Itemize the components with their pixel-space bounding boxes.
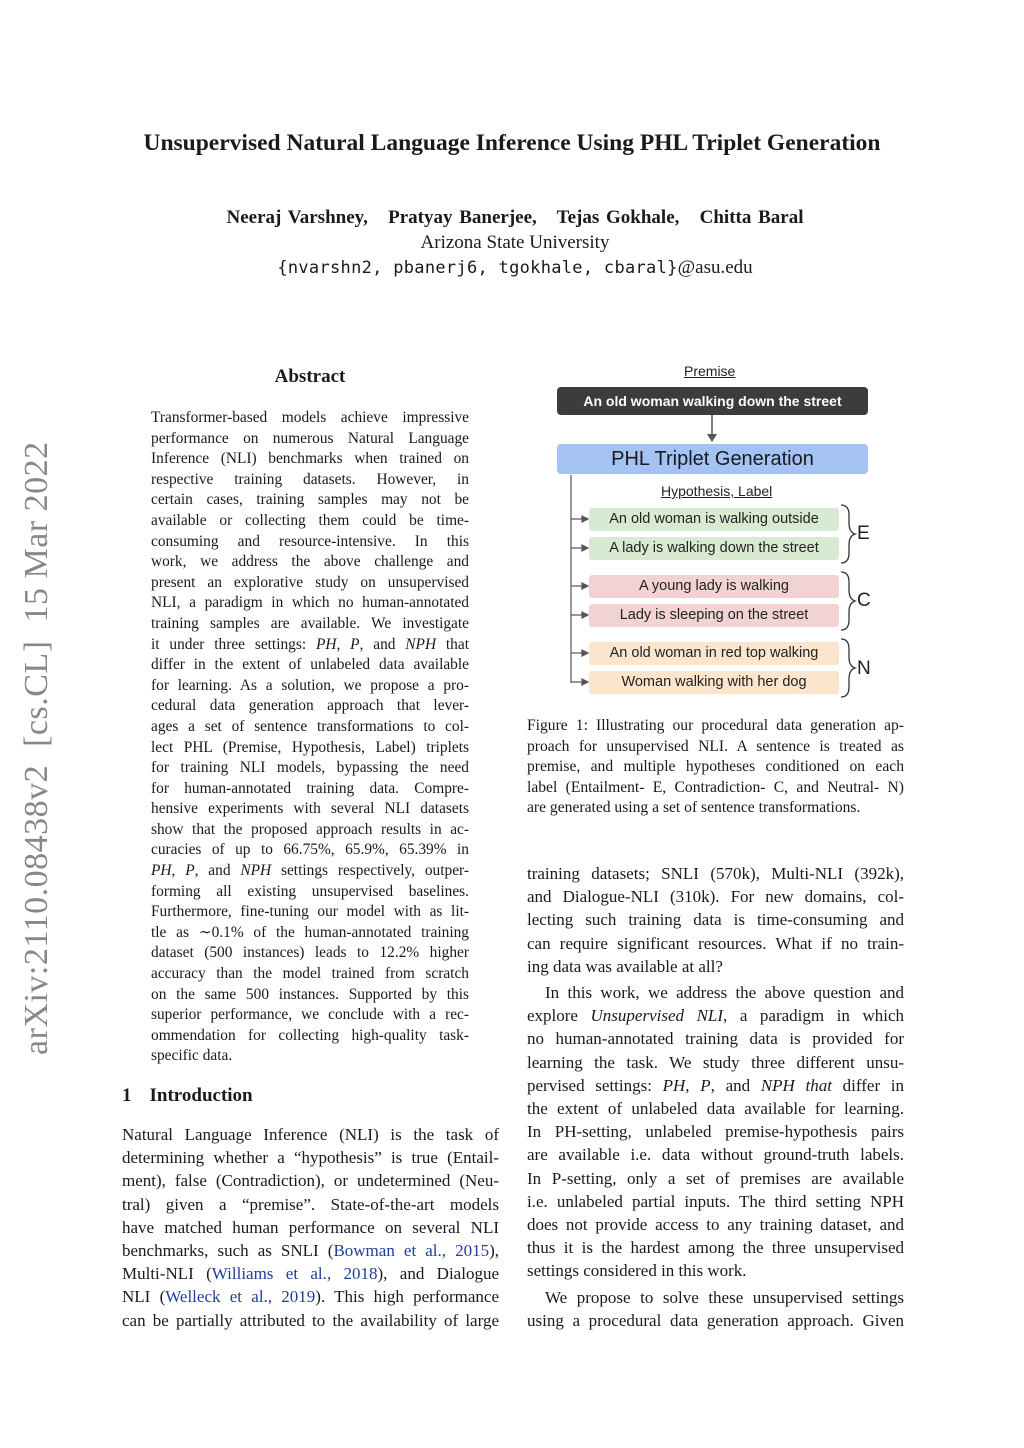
hypothesis-box-neutral: Woman walking with her dog	[589, 671, 839, 694]
abstract-line: dataset (500 instances) leads to 12.2% higher	[151, 944, 469, 962]
abstract-line: forming all existing unsupervised baselines.	[151, 882, 469, 900]
body-line: We propose to solve these unsupervised settings	[545, 1288, 904, 1307]
arxiv-identifier: arXiv:2110.08438v2 [cs.CL] 15 Mar 2022	[18, 441, 55, 1055]
hypothesis-label: Hypothesis, Label	[661, 483, 773, 499]
body-line: can require significant resources. What if no train-	[527, 933, 904, 953]
caption-line: label (Entailment- E, Contradiction- C, and Neutral- N)	[527, 778, 904, 796]
abstract-line: certain cases, training samples may not be	[151, 491, 469, 509]
abstract-line: work, we address the above challenge and	[151, 553, 469, 571]
abstract-line: NLI, a paradigm in which no human-annotated	[151, 594, 469, 612]
phl-generation-box: PHL Triplet Generation	[557, 444, 868, 474]
caption-line: Figure 1: Illustrating our procedural data generation ap-	[527, 717, 904, 734]
body-line: In P-setting, only a set of premises are available	[527, 1168, 904, 1188]
intro-line: NLI (Welleck et al., 2019). This high performance	[122, 1287, 499, 1307]
premise-label: Premise	[684, 363, 736, 379]
abstract-line: specific data.	[151, 1047, 233, 1065]
caption-line: are generated using a set of sentence transformations.	[527, 799, 861, 817]
abstract-line: accuracy than the model trained from scratch	[151, 965, 469, 983]
abstract-line: show that the proposed approach results in ac-	[151, 820, 469, 838]
abstract-line: consuming and resource-intensive. In this	[151, 532, 469, 550]
caption-line: proach for unsupervised NLI. A sentence is treated as	[527, 737, 904, 755]
hypothesis-box-entailment: An old woman is walking outside	[589, 508, 839, 531]
hypothesis-box-contradiction: Lady is sleeping on the street	[589, 604, 839, 627]
abstract-heading: Abstract	[274, 366, 346, 387]
intro-line: benchmarks, such as SNLI (Bowman et al., 2015),	[122, 1241, 499, 1261]
label-n: N	[857, 658, 871, 679]
section-number: 1	[122, 1085, 132, 1106]
label-c: C	[857, 590, 871, 611]
body-line: In PH-setting, unlabeled premise-hypothesis pairs	[527, 1122, 904, 1142]
abstract-line: on the same 500 instances. Supported by this	[151, 985, 469, 1003]
abstract-line: hensive experiments with several NLI datasets	[151, 800, 469, 818]
intro-line: Multi-NLI (Williams et al., 2018), and Dialogue	[122, 1264, 499, 1284]
body-paragraph-1	[527, 862, 904, 978]
body-line: explore Unsupervised NLI, a paradigm in which	[527, 1006, 904, 1026]
body-line: thus it is the hardest among the three unsupervised	[527, 1238, 904, 1258]
abstract-line: performance on numerous Natural Language	[151, 429, 469, 447]
intro-line: tral) given a “premise”. State-of-the-art models	[122, 1194, 499, 1214]
body-line: In this work, we address the above question and	[545, 983, 904, 1002]
abstract-line: curacies of up to 66.75%, 65.9%, 65.39% in	[151, 841, 469, 859]
abstract-line: superior performance, we conclude with a rec-	[151, 1006, 469, 1024]
paper-title: Unsupervised Natural Language Inference Using PHL Triplet Generation	[143, 130, 881, 156]
abstract-line: cedural data generation approach that lever-	[151, 697, 469, 715]
abstract-line: Furthermore, fine-tuning our model with as lit-	[151, 903, 469, 921]
abstract-line: ommendation for collecting high-quality task-	[151, 1026, 469, 1044]
body-line: no human-annotated training data is provided for	[527, 1029, 904, 1049]
abstract-line: lect PHL (Premise, Hypothesis, Label) triplets	[151, 738, 469, 756]
abstract-line: for human-annotated training data. Compre-	[151, 779, 469, 797]
affiliation: Arizona State University	[420, 232, 610, 253]
intro-line: have matched human performance on several NLI	[122, 1217, 499, 1237]
abstract-line: for training NLI models, bypassing the need	[151, 759, 469, 777]
body-paragraph-2	[527, 981, 904, 1283]
intro-line: determining whether a “hypothesis” is true (Entail-	[122, 1148, 499, 1168]
email-line	[0, 257, 1024, 279]
email-domain: @asu.edu	[677, 257, 753, 278]
body-line: are available i.e. data without ground-truth labels.	[527, 1145, 904, 1165]
hypothesis-box-neutral: An old woman in red top walking	[589, 642, 839, 665]
author-list: Neeraj Varshney, Pratyay Banerjee, Tejas Gokhale, Chitta Baral	[226, 207, 804, 228]
section-heading-introduction	[122, 1085, 253, 1107]
intro-paragraph	[122, 1123, 499, 1332]
body-line: and Dialogue-NLI (310k). For new domains, col-	[527, 887, 904, 907]
body-line: learning the task. We study three different unsu-	[527, 1052, 904, 1072]
abstract-line: present an explorative study on unsupervised	[151, 573, 469, 591]
abstract-line: tle as ∼0.1% of the human-annotated training	[151, 923, 469, 941]
abstract-line: ages a set of sentence transformations to col-	[151, 717, 469, 735]
abstract-line: for learning. As a solution, we propose a pro-	[151, 676, 469, 694]
abstract-body	[151, 408, 469, 1067]
body-line: lecting such training data is time-consuming and	[527, 910, 904, 930]
body-line: training datasets; SNLI (570k), Multi-NLI (392k),	[527, 864, 904, 883]
body-line: settings considered in this work.	[527, 1261, 747, 1281]
brace-n	[841, 639, 855, 697]
body-line: i.e. unlabeled partial inputs. The third setting NPH	[527, 1191, 904, 1211]
abstract-line: Inference (NLI) benchmarks when trained on	[151, 450, 469, 468]
intro-line: ment), false (Contradiction), or undetermined (Neu-	[122, 1171, 499, 1191]
body-paragraph-3	[527, 1286, 904, 1332]
brace-e	[841, 505, 855, 563]
body-line: pervised settings: PH, P, and NPH that differ in	[527, 1075, 905, 1095]
caption-line: premise, and multiple hypotheses conditioned on each	[527, 758, 904, 776]
body-line: the extent of unlabeled data available for learning.	[527, 1099, 904, 1119]
figure-caption	[527, 716, 904, 819]
abstract-line: respective training datasets. However, in	[151, 470, 469, 488]
label-e: E	[857, 523, 870, 544]
premise-box: An old woman walking down the street	[557, 387, 868, 415]
abstract-line: available or collecting them could be time-	[151, 511, 469, 529]
hypothesis-box-entailment: A lady is walking down the street	[589, 537, 839, 560]
section-title: Introduction	[149, 1085, 253, 1106]
abstract-line: differ in the extent of unlabeled data available	[151, 656, 469, 674]
intro-line: Natural Language Inference (NLI) is the task of	[122, 1125, 499, 1144]
body-line: using a procedural data generation approach. Given	[527, 1311, 904, 1331]
body-line: ing data was available at all?	[527, 956, 723, 976]
intro-line: can be partially attributed to the availability of large	[122, 1310, 499, 1330]
abstract-line: PH, P, and NPH settings respectively, outper-	[151, 862, 469, 880]
abstract-line: training samples are available. We investigate	[151, 614, 469, 632]
abstract-line: it under three settings: PH, P, and NPH that	[151, 635, 469, 653]
body-line: does not provide access to any training dataset, and	[527, 1215, 904, 1235]
brace-c	[841, 572, 855, 630]
abstract-line: Transformer-based models achieve impressive	[151, 409, 469, 426]
hypothesis-box-contradiction: A young lady is walking	[589, 575, 839, 598]
email-handles: {nvarshn2, pbanerj6, tgokhale, cbaral}	[277, 258, 678, 278]
figure-1	[527, 360, 904, 705]
